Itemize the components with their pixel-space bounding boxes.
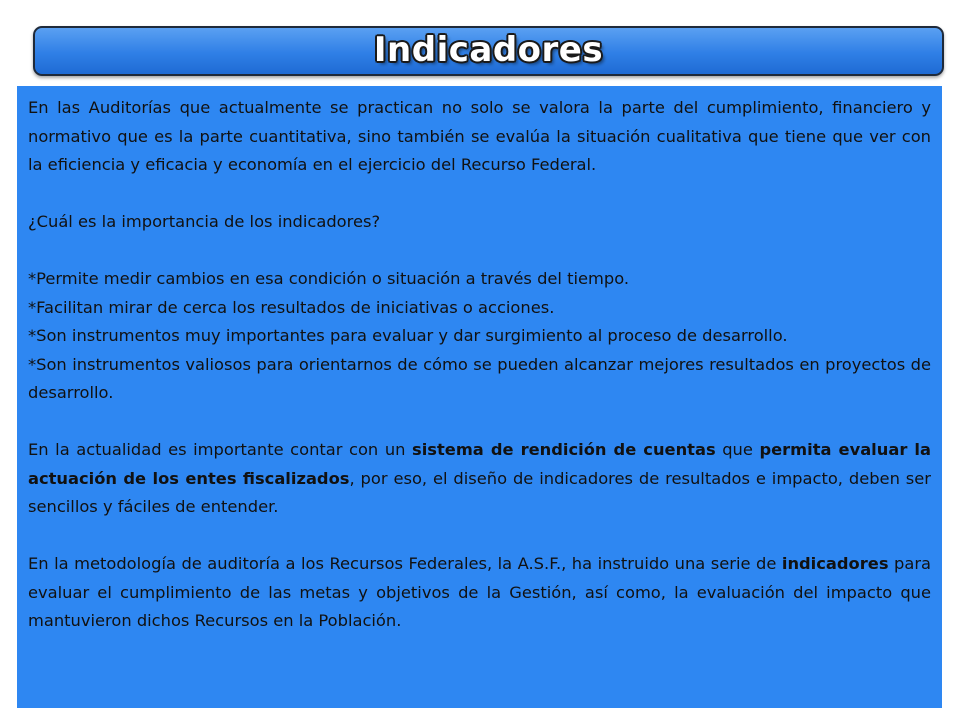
spacer — [28, 522, 931, 551]
page-title: Indicadores — [373, 30, 604, 70]
methodology-paragraph — [28, 550, 931, 636]
bullet-item-4: *Son instrumentos valiosos para orientarnos de cómo se pueden alcanzar mejores resultados en proyectos de desarrollo. — [28, 354, 931, 402]
bold-text-run: sistema de rendición de cuentas — [412, 440, 716, 459]
bullet-item-3: *Son instrumentos muy importantes para evaluar y dar surgimiento al proceso de desarrollo. — [28, 326, 788, 345]
accountability-paragraph — [28, 436, 931, 522]
question-line: ¿Cuál es la importancia de los indicadores? — [28, 212, 381, 231]
title-banner — [33, 26, 944, 76]
bold-text-run: permita evaluar la actuación de los entes fiscalizados — [28, 440, 931, 488]
spacer — [28, 237, 931, 266]
spacer — [28, 408, 931, 437]
text-run: En la metodología de auditoría a los Recursos Federales, la A.S.F., ha instruido una serie de — [28, 554, 782, 573]
content-panel — [17, 86, 942, 708]
spacer — [28, 180, 931, 209]
bullet-item-2: *Facilitan mirar de cerca los resultados de iniciativas o acciones. — [28, 297, 555, 317]
bullet-item-1: *Permite medir cambios en esa condición o situación a través del tiempo. — [28, 269, 630, 288]
text-run: que — [715, 440, 760, 459]
bold-text-run: indicadores — [781, 554, 889, 573]
text-run: , por eso, el diseño de indicadores de resultados e impacto, deben ser sencillos y fáciles de entender. — [28, 468, 931, 516]
intro-paragraph: En las Auditorías que actualmente se practican no solo se valora la parte del cumplimiento, financiero y normativo que es la parte cuantitativa, sino también se evalúa la situación cualitativa que tiene que ver con la eficiencia y eficacia y economía en el ejercicio del Recurso Federal. — [28, 98, 931, 174]
text-run: En la actualidad es importante contar con un — [28, 440, 413, 459]
text-run: para evaluar el cumplimiento de las metas y objetivos de la Gestión, así como, la evaluación del impacto que mantuvieron dichos Recursos en la Población. — [28, 554, 932, 630]
